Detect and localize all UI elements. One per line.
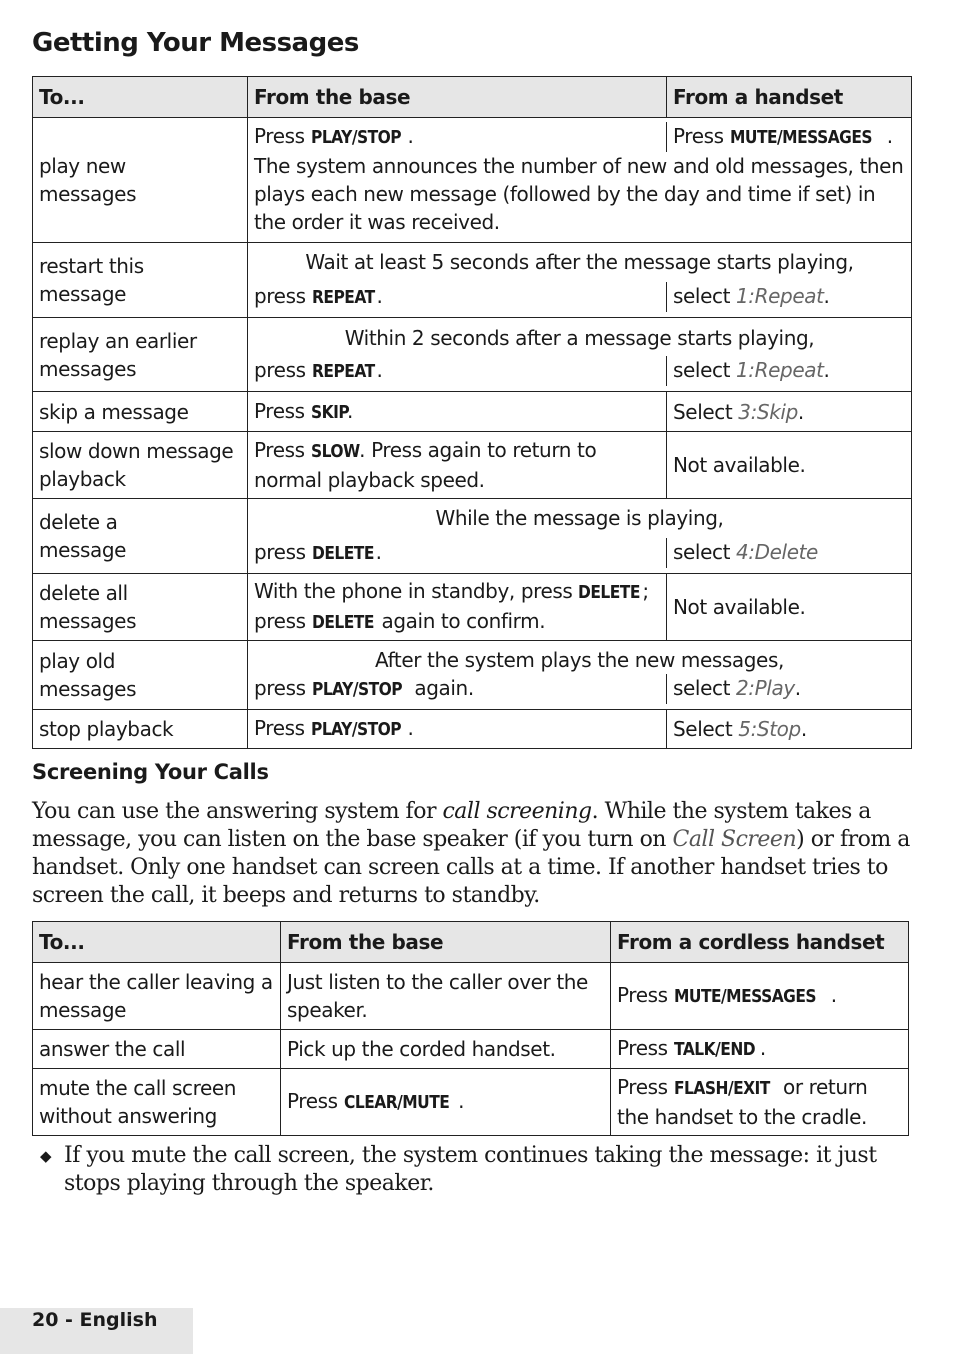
base-instruction [254, 538, 666, 568]
text: . [886, 124, 893, 148]
split-line [254, 356, 905, 386]
key-label: DELETE [311, 543, 374, 564]
text: select [673, 284, 736, 308]
action-cell: play old messages [33, 641, 248, 710]
table-row [33, 1030, 909, 1069]
text: . [376, 284, 383, 308]
intro-paragraph [32, 798, 910, 910]
table-header-row [33, 77, 912, 118]
key-label: SLOW [310, 441, 360, 462]
base-instruction [254, 282, 666, 312]
action-cell: replay an earlier messages [33, 318, 248, 392]
column-header: From a handset [667, 77, 912, 118]
table-row [33, 499, 912, 574]
handset-cell [611, 1069, 909, 1136]
key-label: REPEAT [311, 287, 375, 308]
shared-description: Within 2 seconds after a message starts playing, [344, 325, 815, 350]
shared-description: While the message is playing, [435, 506, 724, 530]
base-cell [248, 574, 667, 641]
text: . [759, 1036, 766, 1060]
text: . While the system takes a message, you can listen on the base speaker (if you turn on [32, 799, 871, 852]
column-header: From a cordless handset [611, 922, 909, 963]
text: You can use the answering system for [32, 799, 443, 824]
text: Press [254, 438, 311, 462]
table-row [33, 392, 912, 432]
shared-description: The system announces the number of new and old messages, then plays each new message (followed by the day and time if set) in the order it was received. [254, 154, 904, 234]
column-header: To... [33, 77, 248, 118]
shared-description: After the system plays the new messages, [375, 648, 784, 672]
text: . [347, 398, 353, 423]
handset-instruction [666, 674, 905, 704]
base-instruction [254, 356, 666, 386]
text: . Press again to return to normal playback speed. [254, 438, 597, 492]
diamond-bullet-icon: ◆ [40, 1147, 52, 1165]
text: Press [617, 983, 674, 1007]
text: Press [287, 1089, 344, 1113]
text: select [673, 357, 736, 382]
table-row [33, 574, 912, 641]
table-row [33, 318, 912, 392]
menu-option: 5:Stop [738, 717, 801, 741]
base-cell [281, 1069, 611, 1136]
menu-option: 1:Repeat [735, 284, 824, 308]
key-label: PLAY/STOP [311, 679, 402, 700]
table-row [33, 432, 912, 499]
text: again. [408, 676, 474, 700]
key-label: PLAY/STOP [310, 127, 401, 148]
text: . [407, 716, 414, 740]
table-row [33, 710, 912, 749]
handset-cell: Not available. [667, 574, 912, 641]
text: Press [673, 124, 730, 148]
base-cell [248, 392, 667, 432]
action-cell: stop playback [33, 710, 248, 749]
text: . [830, 983, 837, 1007]
instruction-cell [248, 641, 912, 710]
text: Press [617, 1075, 674, 1099]
table-row [33, 1069, 909, 1136]
menu-option: 4:Delete [735, 540, 818, 564]
action-cell: restart this message [33, 243, 248, 318]
menu-option: 3:Skip [738, 399, 798, 424]
note-bullet [40, 1142, 900, 1198]
key-label: SKIP [310, 401, 349, 423]
text: . [797, 399, 804, 424]
instruction-cell [248, 118, 912, 243]
emphasis: call screening [442, 799, 592, 824]
table-row [33, 641, 912, 710]
text: Select [673, 717, 739, 741]
emphasis: Call Screen [672, 827, 797, 852]
handset-cell [667, 392, 912, 432]
instruction-cell [248, 243, 912, 318]
page-footer: 20 - English [0, 1308, 193, 1354]
base-instruction [254, 122, 666, 152]
instruction-cell [248, 499, 912, 574]
key-label: CLEAR/MUTE [343, 1092, 449, 1113]
table-row [33, 243, 912, 318]
text: . [794, 676, 801, 700]
text: . [823, 284, 830, 308]
action-cell: delete all messages [33, 574, 248, 641]
key-label: MUTE/MESSAGES [673, 986, 816, 1007]
text: Press [254, 398, 311, 423]
text: press [254, 357, 312, 382]
action-cell: answer the call [33, 1030, 281, 1069]
text: ) or from a handset. Only one handset can screen calls at a time. If another handset tries to screen the call, it beeps and returns to standby. [32, 827, 910, 908]
page-title: Getting Your Messages [32, 28, 359, 58]
handset-instruction [666, 122, 905, 152]
text: . [376, 357, 383, 382]
handset-cell [667, 710, 912, 749]
split-line [254, 122, 905, 152]
table-row [33, 963, 909, 1030]
text: Select [673, 399, 739, 424]
handset-instruction [666, 538, 905, 568]
key-label: FLASH/EXIT [673, 1078, 770, 1099]
handset-cell [611, 1030, 909, 1069]
text: . [823, 357, 830, 382]
text: Press [254, 716, 311, 740]
key-label: REPEAT [311, 360, 375, 382]
key-label: TALK/END [673, 1039, 755, 1060]
menu-option: 2:Play [735, 676, 795, 700]
action-cell: skip a message [33, 392, 248, 432]
base-cell [248, 710, 667, 749]
text: . [407, 124, 414, 148]
text: select [673, 676, 736, 700]
note-text: If you mute the call screen, the system continues taking the message: it just stops playing through the speaker. [64, 1143, 877, 1196]
handset-cell [611, 963, 909, 1030]
handset-instruction [666, 282, 905, 312]
action-cell: delete a message [33, 499, 248, 574]
action-cell: mute the call screen without answering [33, 1069, 281, 1136]
text: press [254, 676, 312, 700]
base-cell: Pick up the corded handset. [281, 1030, 611, 1069]
table-row [33, 118, 912, 243]
action-cell: play new messages [33, 118, 248, 243]
text: . [800, 717, 807, 741]
text: Press [617, 1036, 674, 1060]
messages-table [32, 76, 912, 749]
action-cell: hear the caller leaving a message [33, 963, 281, 1030]
text: . [375, 540, 382, 564]
table-header-row [33, 922, 909, 963]
handset-cell: Not available. [667, 432, 912, 499]
text: again to confirm. [375, 609, 546, 633]
section-heading: Screening Your Calls [32, 760, 269, 784]
split-line [254, 538, 905, 568]
text: press [254, 284, 312, 308]
shared-description: Wait at least 5 seconds after the message starts playing, [305, 250, 854, 274]
text: ; press [254, 579, 649, 633]
key-label: MUTE/MESSAGES [729, 127, 872, 148]
text: select [673, 540, 736, 564]
split-line [254, 282, 905, 312]
text: Press [254, 124, 311, 148]
split-line [254, 674, 905, 704]
key-label: DELETE [311, 612, 374, 633]
handset-instruction [666, 356, 905, 386]
column-header: To... [33, 922, 281, 963]
screening-table [32, 921, 909, 1136]
column-header: From the base [281, 922, 611, 963]
base-cell: Just listen to the caller over the speaker. [281, 963, 611, 1030]
base-instruction [254, 674, 666, 704]
base-cell [248, 432, 667, 499]
text: . [458, 1089, 465, 1113]
column-header: From the base [248, 77, 667, 118]
key-label: DELETE [578, 582, 641, 603]
key-label: PLAY/STOP [310, 719, 401, 740]
instruction-cell [248, 318, 912, 392]
text: press [254, 540, 312, 564]
action-cell: slow down message playback [33, 432, 248, 499]
text: With the phone in standby, press [254, 579, 579, 603]
text: or return the handset to the cradle. [617, 1075, 868, 1129]
menu-option: 1:Repeat [735, 357, 824, 382]
